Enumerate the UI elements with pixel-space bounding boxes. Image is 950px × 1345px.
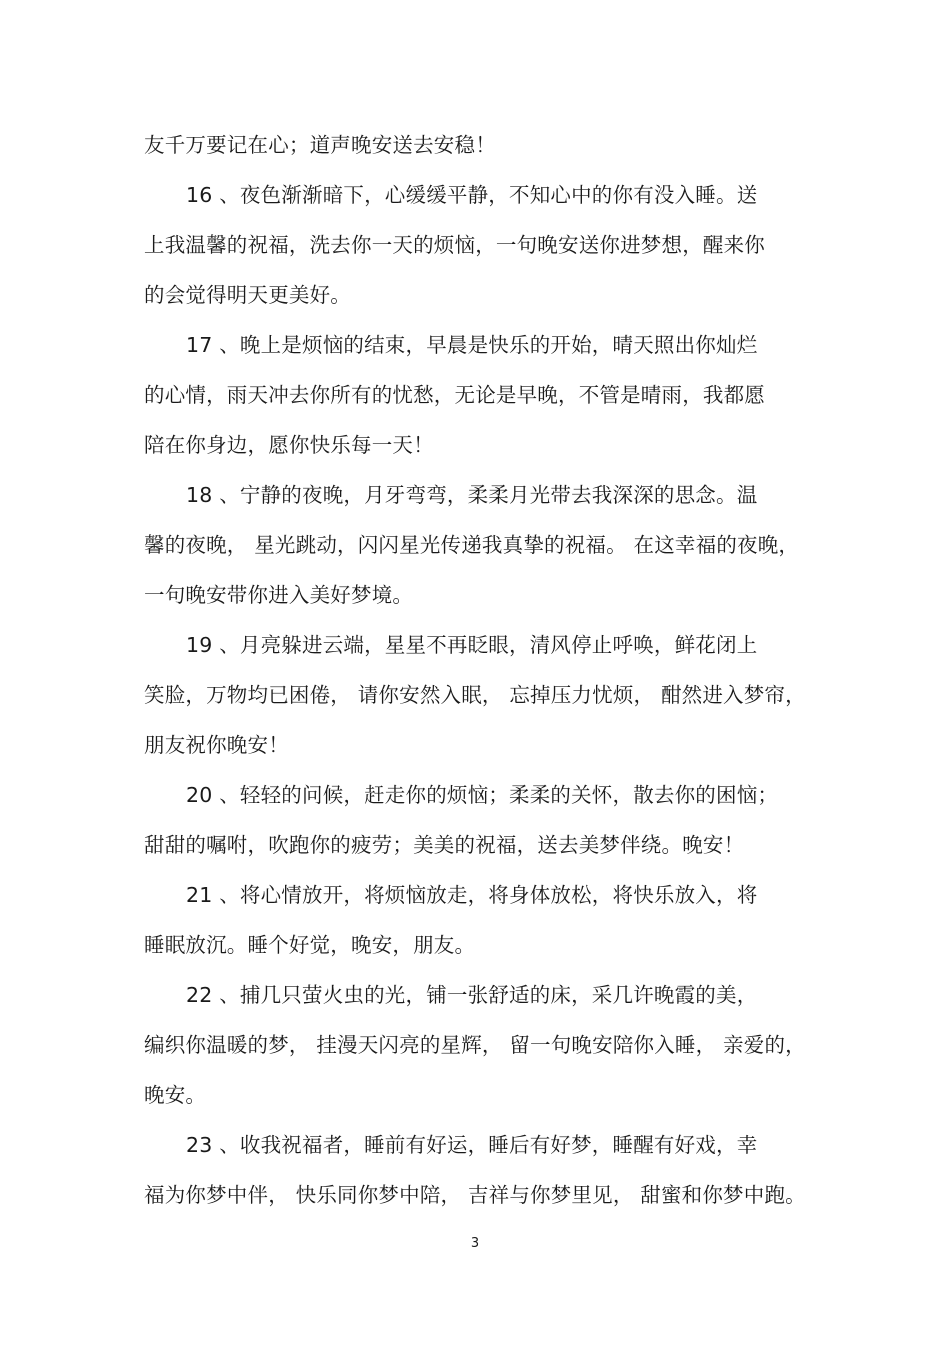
paragraph-16-line-3: 的会觉得明天更美好。 xyxy=(144,283,351,307)
paragraph-18-line-2: 馨的夜晚， 星光跳动，闪闪星光传递我真挚的祝福。 在这幸福的夜晚， xyxy=(144,533,800,557)
paragraph-23-line-2: 福为你梦中伴， 快乐同你梦中陪， 吉祥与你梦里见， 甜蜜和你梦中跑。 xyxy=(144,1183,806,1207)
paragraph-22-line-1: 22 、捕几只萤火虫的光，铺一张舒适的床，采几许晚霞的美， xyxy=(186,983,758,1007)
paragraph-19-line-3: 朋友祝你晚安！ xyxy=(144,733,289,757)
paragraph-18-line-1: 18 、宁静的夜晚，月牙弯弯，柔柔月光带去我深深的思念。温 xyxy=(186,483,758,507)
paragraph-16-line-2: 上我温馨的祝福，洗去你一天的烦恼，一句晚安送你进梦想，醒来你 xyxy=(144,233,765,257)
text-line: 友千万要记在心；道声晚安送去安稳！ xyxy=(144,133,496,157)
paragraph-20-line-2: 甜甜的嘱咐，吹跑你的疲劳；美美的祝福，送去美梦伴绕。晚安！ xyxy=(144,833,745,857)
paragraph-16-line-1: 16 、夜色渐渐暗下，心缓缓平静，不知心中的你有没入睡。送 xyxy=(186,183,758,207)
paragraph-21-line-2: 睡眠放沉。睡个好觉，晚安，朋友。 xyxy=(144,933,476,957)
paragraph-22-line-2: 编织你温暖的梦， 挂漫天闪亮的星辉， 留一句晚安陪你入睡， 亲爱的， xyxy=(144,1033,806,1057)
paragraph-21-line-1: 21 、将心情放开，将烦恼放走，将身体放松，将快乐放入，将 xyxy=(186,883,758,907)
page-number: 3 xyxy=(470,1236,480,1251)
paragraph-19-line-2: 笑脸，万物均已困倦， 请你安然入眠， 忘掉压力忧烦， 酣然进入梦帘， xyxy=(144,683,806,707)
paragraph-18-line-3: 一句晚安带你进入美好梦境。 xyxy=(144,583,414,607)
paragraph-23-line-1: 23 、收我祝福者，睡前有好运，睡后有好梦，睡醒有好戏，幸 xyxy=(186,1133,758,1157)
paragraph-17-line-2: 的心情，雨天冲去你所有的忧愁，无论是早晚，不管是晴雨，我都愿 xyxy=(144,383,765,407)
paragraph-22-line-3: 晚安。 xyxy=(144,1083,207,1107)
paragraph-19-line-1: 19 、月亮躲进云端，星星不再眨眼，清风停止呼唤，鲜花闭上 xyxy=(186,633,758,657)
paragraph-20-line-1: 20 、轻轻的问候，赶走你的烦恼；柔柔的关怀，散去你的困恼； xyxy=(186,783,779,807)
paragraph-17-line-1: 17 、晚上是烦恼的结束，早晨是快乐的开始，晴天照出你灿烂 xyxy=(186,333,758,357)
paragraph-17-line-3: 陪在你身边，愿你快乐每一天！ xyxy=(144,433,434,457)
